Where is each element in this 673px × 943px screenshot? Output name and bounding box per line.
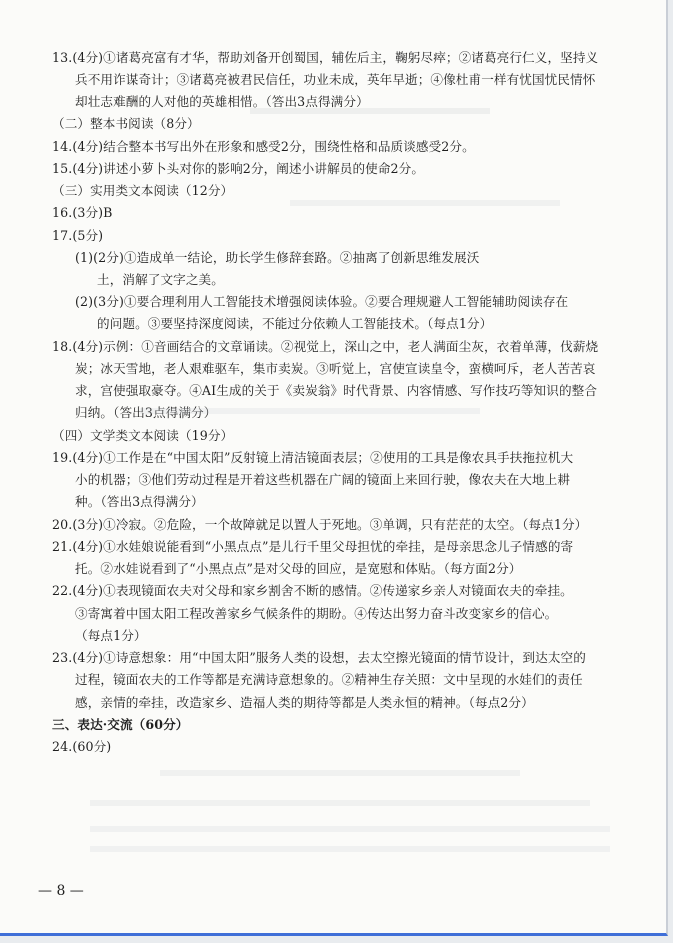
text-line: 的问题。③要坚持深度阅读，不能过分依赖人工智能技术。（每点1分）	[97, 316, 493, 331]
text-line: 归纳。（答出3点得满分）	[75, 405, 217, 420]
text-line: （每点1分）	[75, 628, 147, 643]
text-line: (1)(2分)①造成单一结论，助长学生修辞套路。②抽离了创新思维发展沃	[75, 250, 480, 265]
text-line: 感，亲情的牵挂，改造家乡、造福人类的期待等都是人类永恒的精神。（每点2分）	[75, 695, 534, 710]
text-line: （二）整本书阅读（8分）	[52, 116, 200, 131]
bleed-through-mark	[290, 200, 560, 206]
text-line: 却壮志难酬的人对他的英雄相惜。（答出3点得满分）	[75, 94, 369, 109]
text-line: 14.(4分)结合整本书写出外在形象和感受2分，围绕性格和品质谈感受2分。	[52, 139, 475, 154]
text-line: 13.(4分)①诸葛亮富有才华，帮助刘备开创蜀国，辅佐后主，鞠躬尽瘁；②诸葛亮行仁义，坚持义	[52, 50, 599, 65]
text-line: 19.(4分)①工作是在“中国太阳”反射镜上清洁镜面表层；②使用的工具是像农具手扶拖拉机大	[52, 450, 574, 465]
text-line: 求，宫使强取豪夺。④AI生成的关于《卖炭翁》时代背景、内容情感、写作技巧等知识的整合	[75, 383, 598, 398]
text-line: 22.(4分)①表现镜面农夫对父母和家乡割舍不断的感情。②传递家乡亲人对镜面农夫的牵挂。	[52, 583, 573, 598]
text-line: 小的机器；③他们劳动过程是开着这些机器在广阔的镜面上来回行驶，像农夫在大地上耕	[75, 472, 571, 487]
text-line: （三）实用类文本阅读（12分）	[52, 183, 234, 198]
page-number: — 8 —	[38, 883, 84, 899]
text-line: 17.(5分)	[52, 228, 104, 243]
text-line: 23.(4分)①诗意想象：用“中国太阳”服务人类的设想，去太空擦光镜面的情节设计，到达太空的	[52, 650, 586, 665]
text-line: （四）文学类文本阅读（19分）	[52, 428, 234, 443]
bleed-through-mark	[160, 770, 520, 776]
text-line: 种。（答出3点得满分）	[75, 494, 204, 509]
bleed-through-mark	[250, 108, 490, 114]
text-line: 托。②水娃说看到了“小黑点点”是对父母的回应，是宽慰和体贴。（每方面2分）	[75, 561, 522, 576]
text-line: 21.(4分)①水娃娘说能看到“小黑点点”是儿行千里父母担忧的牵挂，是母亲思念儿子情感的寄	[52, 539, 574, 554]
text-line: 三、表达·交流（60分）	[52, 717, 189, 732]
bleed-through-mark	[90, 826, 610, 832]
bleed-through-mark	[90, 800, 590, 806]
text-line: 兵不用诈谋奇计；③诸葛亮被君民信任，功业未成，英年早逝；④像杜甫一样有忧国忧民情怀	[75, 72, 596, 87]
text-line: 炭；冰天雪地，老人艰难驱车，集市卖炭。③听觉上，宫使宣读皇令，蛮横呵斥，老人苦苦哀	[75, 361, 596, 376]
text-line: (2)(3分)①要合理利用人工智能技术增强阅读体验。②要合理规避人工智能辅助阅读存在	[75, 294, 569, 309]
text-line: 18.(4分)示例：①音画结合的文章诵读。②视觉上，深山之中，老人满面尘灰，衣着单薄，伐薪烧	[52, 339, 599, 354]
text-line: 土，消解了文字之美。	[97, 272, 224, 287]
text-line: 15.(4分)讲述小萝卜头对你的影响2分，阐述小讲解员的使命2分。	[52, 161, 425, 176]
text-line: 24.(60分)	[52, 739, 112, 754]
text-line: 20.(3分)①冷寂。②危险，一个故障就足以置人于死地。③单调，只有茫茫的太空。（每点1分）	[52, 517, 588, 532]
bleed-through-mark	[90, 846, 610, 852]
bleed-through-mark	[140, 408, 480, 414]
text-line: 过程，镜面农夫的工作等都是充满诗意想象的。②精神生存关照：文中呈现的水娃们的责任	[75, 672, 583, 687]
text-line: ③寄寓着中国太阳工程改善家乡气候条件的期盼。④传达出努力奋斗改变家乡的信心。	[75, 606, 558, 621]
text-line: 16.(3分)B	[52, 205, 113, 220]
